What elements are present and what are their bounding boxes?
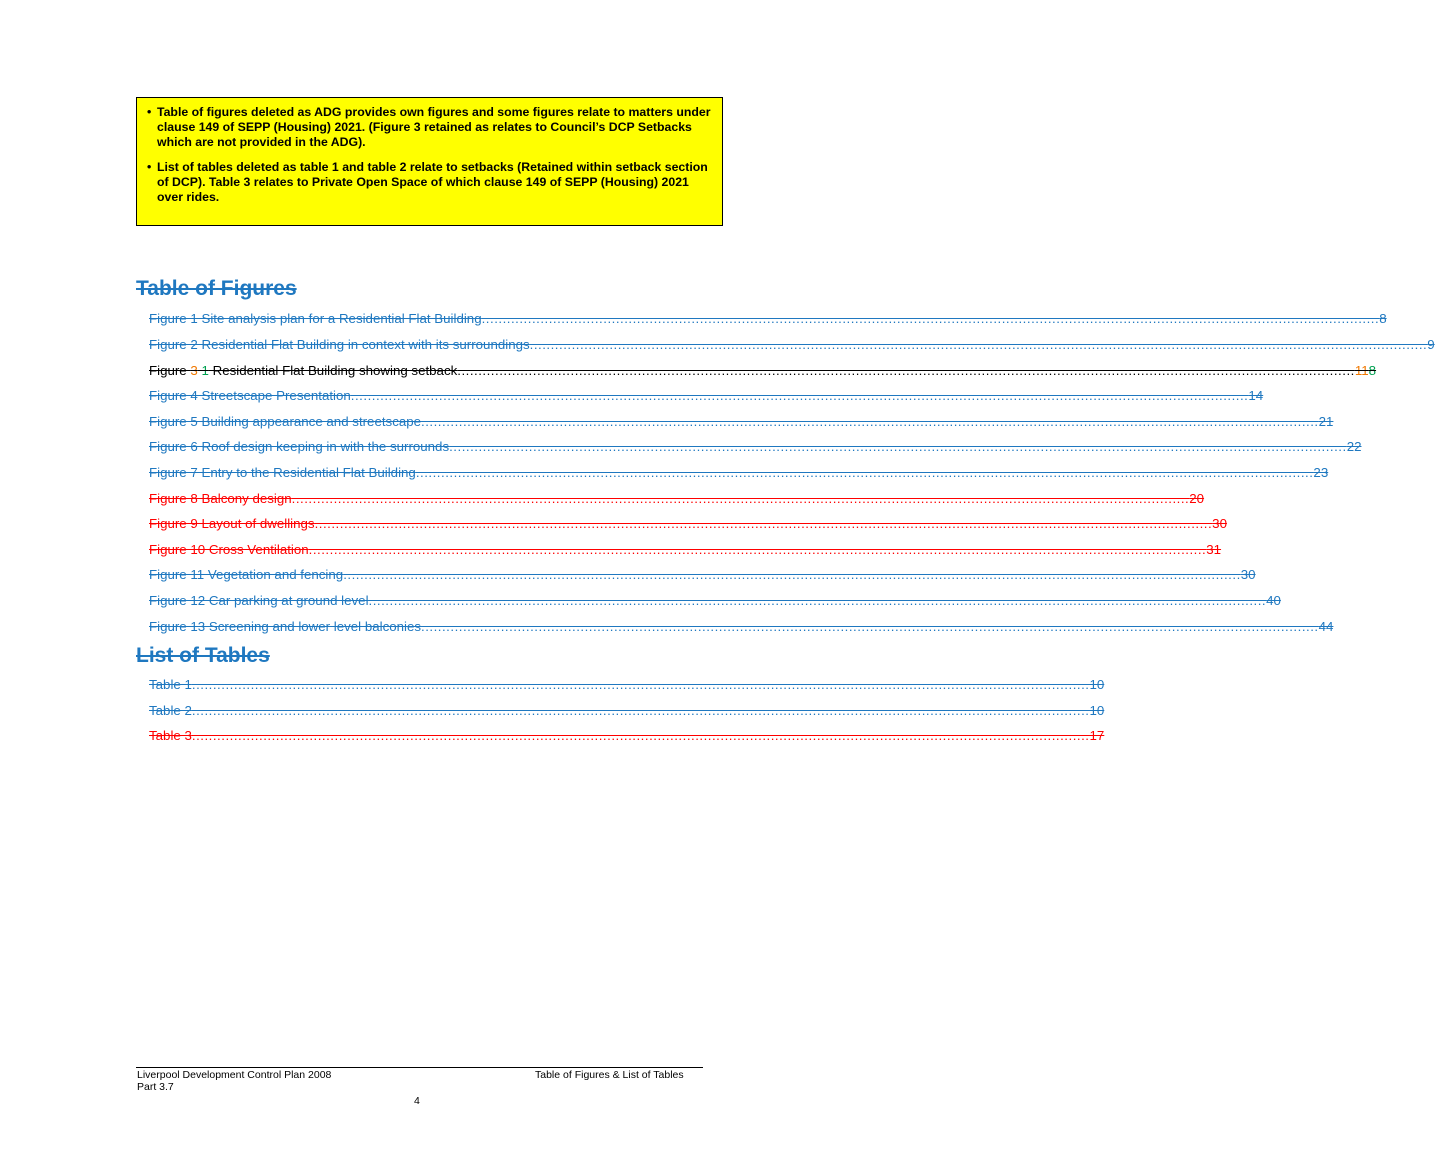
toc-entry-figure-5[interactable]: [149, 414, 1334, 430]
dot-leader: ......................................................................................................................................................................................................................: [481, 311, 1380, 326]
label-rest: Residential Flat Building showing setback: [208, 363, 458, 378]
page-number: 4: [414, 1095, 420, 1107]
note-item: [147, 105, 712, 150]
entry-page: 30: [1212, 516, 1227, 531]
dot-leader: ......................................................................................................................................................................................................................: [314, 516, 1213, 531]
dot-leader: ......................................................................................................................................................................................................................: [343, 567, 1241, 582]
entry-page: 23: [1313, 465, 1329, 480]
entry-page: 22: [1346, 439, 1362, 454]
toc-entry-figure-13[interactable]: [149, 619, 1334, 635]
note-text: Table of figures deleted as ADG provides own figures and some figures relate to matters under clause 149 of SEPP (Housing) 2021. (Figure 3 retained as relates to Council’s DCP Setbacks which are not provided in the ADG).: [157, 105, 711, 149]
toc-entry-figure-3[interactable]: [149, 363, 1377, 379]
dot-leader: ......................................................................................................................................................................................................................: [191, 728, 1090, 743]
bullet: •: [147, 105, 152, 119]
entry-label: Figure 12 Car parking at ground level: [149, 593, 369, 608]
entry-label: Table 3: [149, 728, 192, 743]
dot-leader: ......................................................................................................................................................................................................................: [191, 703, 1090, 718]
label-new-number: 1: [201, 363, 209, 378]
revision-note-box: [136, 97, 723, 226]
entry-page: 10: [1089, 703, 1105, 718]
label-old-number: 3: [190, 363, 198, 378]
dot-leader: ......................................................................................................................................................................................................................: [421, 619, 1319, 634]
entry-page: 20: [1189, 491, 1205, 506]
entry-page: 17: [1089, 728, 1105, 743]
entry-label: Figure 13 Screening and lower level balconies: [149, 619, 422, 634]
toc-entry-figure-2[interactable]: [149, 337, 1435, 353]
footer-rule: [136, 1067, 703, 1068]
dot-leader: ......................................................................................................................................................................................................................: [449, 439, 1347, 454]
entry-label: Figure 7 Entry to the Residential Flat Building: [149, 465, 416, 480]
entry-label: Figure 1 Site analysis plan for a Residential Flat Building: [149, 311, 482, 326]
toc-entry-figure-8[interactable]: [149, 491, 1205, 507]
dot-leader: ......................................................................................................................................................................................................................: [421, 414, 1319, 429]
entry-label: [149, 363, 457, 379]
toc-entry-table-2[interactable]: [149, 703, 1105, 719]
entry-label: Figure 10 Cross Ventilation: [149, 542, 309, 557]
footer-document-title: Liverpool Development Control Plan 2008: [137, 1069, 332, 1081]
tables-heading: List of Tables: [136, 644, 270, 667]
entry-label: Figure 8 Balcony design: [149, 491, 292, 506]
entry-label: Figure 11 Vegetation and fencing: [149, 567, 344, 582]
toc-entry-table-1[interactable]: [149, 677, 1105, 693]
entry-page: 31: [1206, 542, 1222, 557]
entry-label: Figure 4 Streetscape Presentation: [149, 388, 351, 403]
dot-leader: ......................................................................................................................................................................................................................: [291, 491, 1190, 506]
toc-entry-figure-6[interactable]: [149, 439, 1362, 455]
label-prefix: Figure: [149, 363, 191, 378]
page-old: 11: [1354, 363, 1369, 378]
footer-section-title: Table of Figures & List of Tables: [535, 1069, 684, 1081]
note-text: List of tables deleted as table 1 and table 2 relate to setbacks (Retained within setback section of DCP). Table 3 relates to Private Open Space of which clause 149 of SEPP (Housing) 2021 over rides.: [157, 160, 708, 204]
bullet: •: [147, 160, 152, 174]
entry-page: 10: [1089, 677, 1105, 692]
dot-leader: ......................................................................................................................................................................................................................: [457, 363, 1355, 378]
toc-entry-figure-11[interactable]: [149, 567, 1256, 583]
entry-page: 8: [1379, 311, 1387, 326]
entry-page: 40: [1266, 593, 1281, 608]
entry-label: Table 1: [149, 677, 192, 692]
dot-leader: ......................................................................................................................................................................................................................: [529, 337, 1428, 352]
entry-page: 9: [1427, 337, 1435, 352]
dot-leader: ......................................................................................................................................................................................................................: [191, 677, 1090, 692]
figures-heading: Table of Figures: [136, 277, 297, 300]
entry-page: 44: [1318, 619, 1334, 634]
entry-label: Figure 5 Building appearance and streetscape: [149, 414, 422, 429]
toc-entry-figure-7[interactable]: [149, 465, 1329, 481]
entry-label: Figure 2 Residential Flat Building in context with its surroundings: [149, 337, 530, 352]
dot-leader: ......................................................................................................................................................................................................................: [368, 593, 1267, 608]
toc-entry-figure-1[interactable]: [149, 311, 1387, 327]
toc-entry-figure-10[interactable]: [149, 542, 1222, 558]
page-new: 8: [1368, 363, 1377, 378]
entry-label: Figure 6 Roof design keeping in with the surrounds: [149, 439, 450, 454]
note-item: [147, 160, 712, 205]
dot-leader: ......................................................................................................................................................................................................................: [308, 542, 1207, 557]
toc-entry-table-3[interactable]: [149, 728, 1105, 744]
toc-entry-figure-4[interactable]: [149, 388, 1264, 404]
entry-page: 21: [1318, 414, 1334, 429]
entry-page: 14: [1248, 388, 1264, 403]
dot-leader: ......................................................................................................................................................................................................................: [350, 388, 1249, 403]
dot-leader: ......................................................................................................................................................................................................................: [415, 465, 1314, 480]
footer-part: Part 3.7: [137, 1081, 174, 1093]
toc-entry-figure-12[interactable]: [149, 593, 1281, 609]
entry-label: Table 2: [149, 703, 192, 718]
toc-entry-figure-9[interactable]: [149, 516, 1227, 532]
entry-page: [1355, 363, 1376, 379]
entry-label: Figure 9 Layout of dwellings: [149, 516, 315, 531]
entry-page: 30: [1240, 567, 1256, 582]
